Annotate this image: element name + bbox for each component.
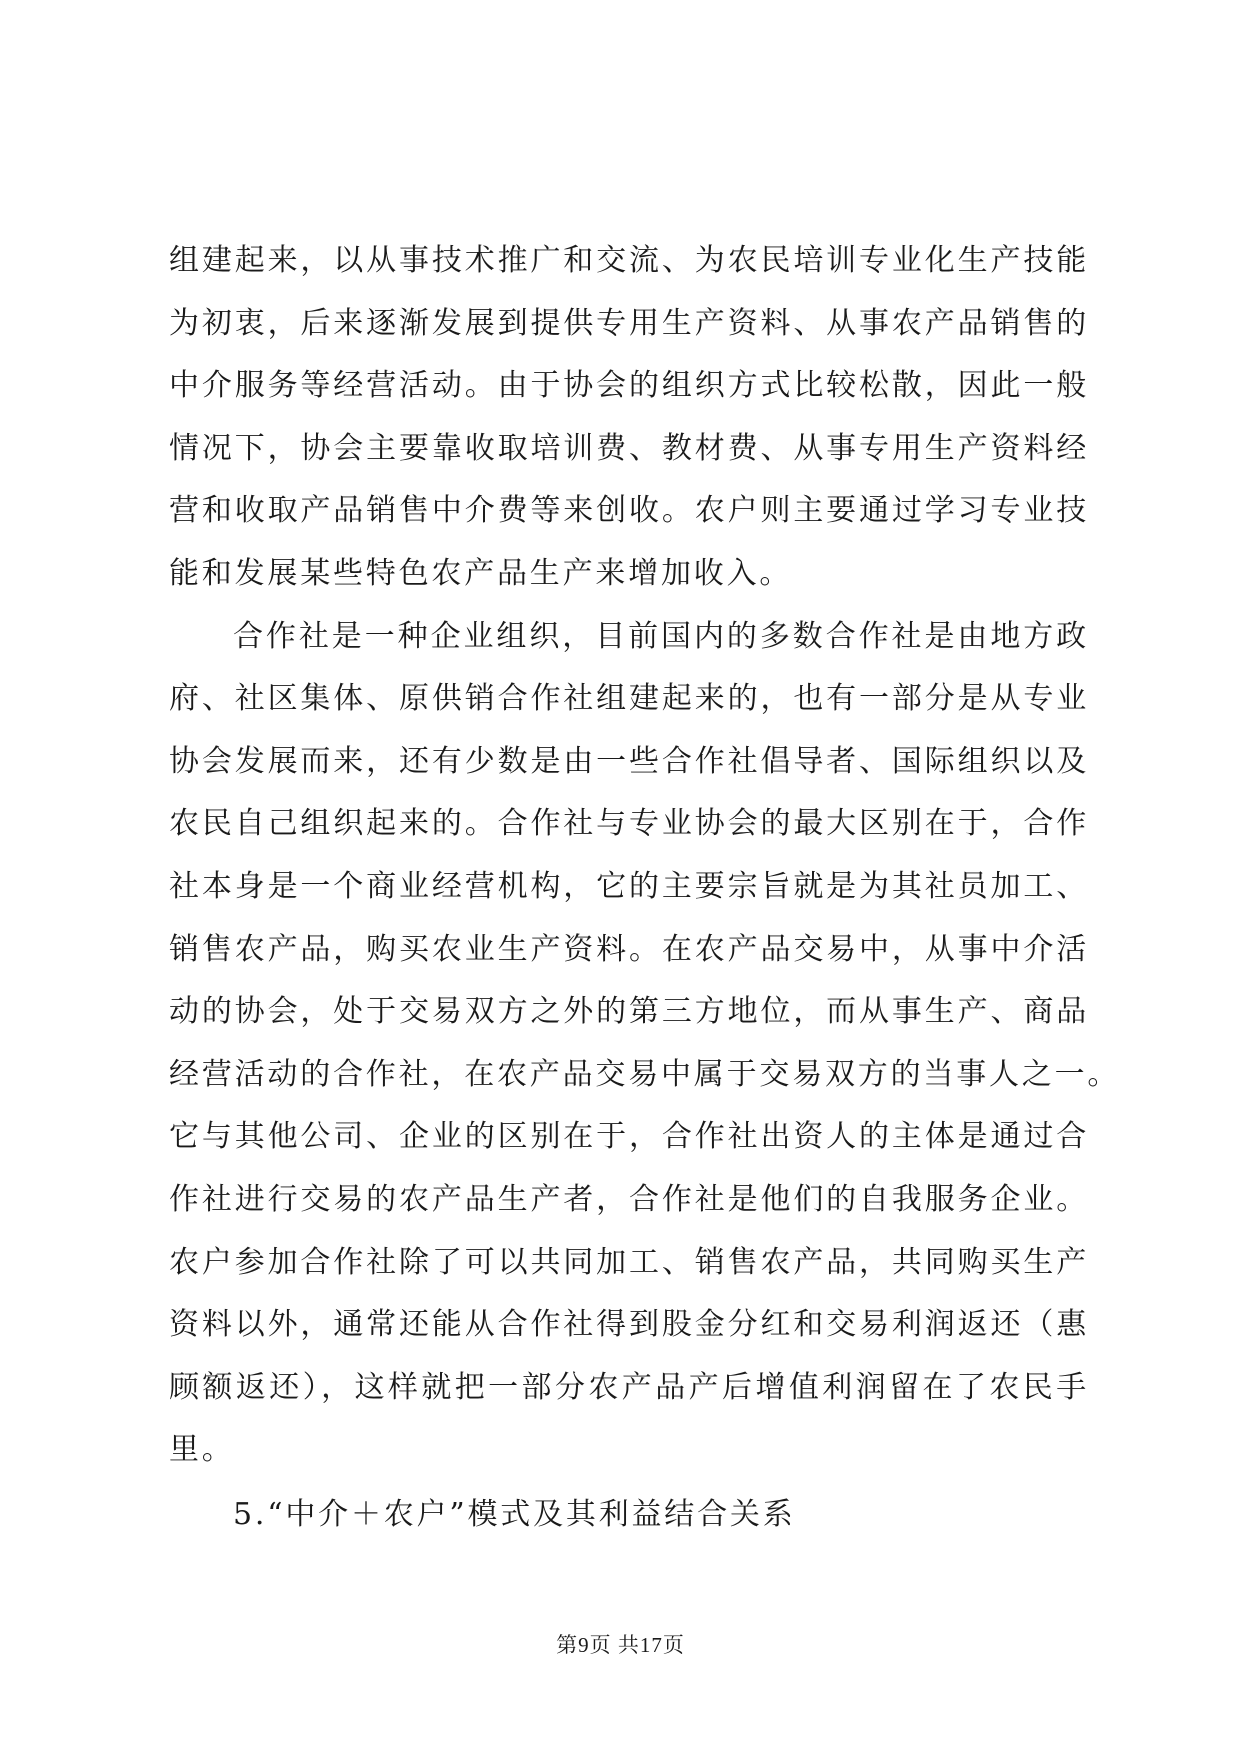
text-line: 营和收取产品销售中介费等来创收。农户则主要通过学习专业技 — [169, 493, 1089, 529]
text-line: 动的协会，处于交易双方之外的第三方地位，而从事生产、商品 — [169, 994, 1089, 1030]
text-line: 情况下，协会主要靠收取培训费、教材费、从事专用生产资料经 — [169, 430, 1089, 466]
text-line: 销售农产品，购买农业生产资料。在农产品交易中，从事中介活 — [169, 931, 1089, 967]
section-heading: 5.“中介＋农户”模式及其利益结合关系 — [233, 1496, 796, 1532]
text-line: 为初衷，后来逐渐发展到提供专用生产资料、从事农产品销售的 — [169, 305, 1089, 341]
paragraph — [169, 606, 1121, 1482]
text-line: 能和发展某些特色农产品生产来增加收入。 — [169, 555, 793, 591]
text-line: 它与其他公司、企业的区别在于，合作社出资人的主体是通过合 — [169, 1119, 1089, 1155]
text-line: 社本身是一个商业经营机构，它的主要宗旨就是为其社员加工、 — [169, 868, 1089, 904]
text-line: 作社进行交易的农产品生产者，合作社是他们的自我服务企业。 — [169, 1181, 1089, 1217]
text-line: 中介服务等经营活动。由于协会的组织方式比较松散，因此一般 — [169, 368, 1089, 404]
text-line: 农民自己组织起来的。合作社与专业协会的最大区别在于，合作 — [169, 806, 1089, 842]
text-line: 里。 — [169, 1432, 235, 1468]
text-line: 协会发展而来，还有少数是由一些合作社倡导者、国际组织以及 — [169, 743, 1089, 779]
document-body — [169, 230, 1121, 1546]
page-number-footer: 第9页 共17页 — [556, 1633, 685, 1657]
text-line: 经营活动的合作社，在农产品交易中属于交易双方的当事人之一。 — [169, 1056, 1121, 1092]
text-line: 合作社是一种企业组织，目前国内的多数合作社是由地方政 — [233, 618, 1089, 654]
text-line: 资料以外，通常还能从合作社得到股金分红和交易利润返还（惠 — [169, 1307, 1089, 1343]
text-line: 府、社区集体、原供销合作社组建起来的，也有一部分是从专业 — [169, 681, 1089, 717]
text-line: 农户参加合作社除了可以共同加工、销售农产品，共同购买生产 — [169, 1244, 1089, 1280]
text-line: 顾额返还），这样就把一部分农产品产后增值利润留在了农民手 — [169, 1369, 1089, 1405]
text-line: 组建起来，以从事技术推广和交流、为农民培训专业化生产技能 — [169, 243, 1089, 278]
paragraph — [169, 230, 1089, 606]
